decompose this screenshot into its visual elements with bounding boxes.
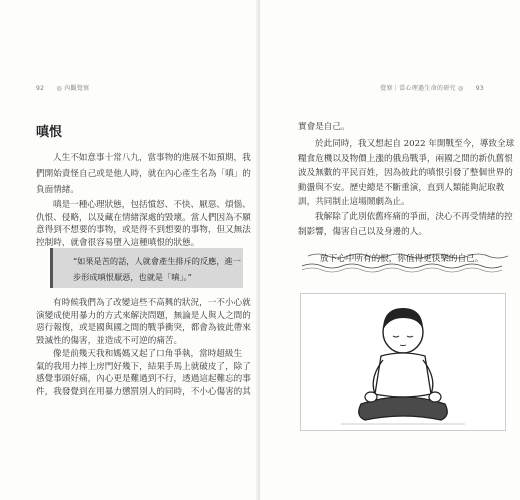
caption-text: 放下心中所有的恨，你值得更快樂的自己。: [320, 254, 484, 264]
quote-box: [50, 248, 243, 288]
text-line: 人生不如意事十常八九，當事物的進展不如預期，我: [53, 153, 251, 163]
text-line: 波及無數的平民百姓，因為彼此的嗔恨引發了整個世界的: [298, 168, 513, 179]
meditating-person-icon: [301, 294, 505, 430]
text-line: 意得到不想要的事物，或是得不到想要的事物，但又無法: [36, 225, 251, 235]
text-line: 嗔是一種心理狀態，包括憤怒、不快、厭惡、煩惱、: [53, 200, 251, 210]
paragraph: [36, 297, 251, 347]
text-line: 我解除了此別依舊疼痛的爭面，決心不再受情緒的控: [315, 212, 513, 222]
text-line: 有時候我們為了改變這些不高興的狀況，一不小心就: [53, 298, 251, 308]
text-line: 毀滅性的傷害，並造成不可逆的痛苦。: [36, 335, 183, 346]
quote-line: “如果是苦的話，人就會產生排斥的反應，進一: [73, 256, 241, 266]
text-line: 實會是自己。: [298, 122, 350, 132]
text-line: 們開始責怪自己或是他人時，就在內心產生名為「嗔」的: [36, 169, 251, 180]
section-title: 嗔恨: [36, 125, 63, 140]
paragraph: [298, 210, 513, 239]
meditation-illustration: [300, 293, 506, 431]
paragraph: [298, 137, 515, 210]
text-line: 件，我發覺到在用暴力懲罰別人的同時，不小心傷害的其: [36, 386, 251, 397]
text-line: 負面情緒。: [36, 185, 79, 196]
text-line: 仇恨、侵略，以及藏在情緒深處的毀壞。當人們因為不願: [36, 212, 251, 223]
right-running-header: [380, 83, 484, 92]
left-running-header: [36, 83, 89, 92]
text-line: 糧食危機以及物價上漲的俄烏戰爭，兩國之間的新仇舊恨: [298, 153, 513, 164]
left-page-number: 92: [36, 85, 45, 92]
text-line: 制影響，傷害自己以及身邊的人。: [298, 226, 427, 237]
right-running-head: 覺察｜當心理過生命的研究 ◎: [380, 85, 464, 92]
text-line: 控制時，就會很容易墮入這種嗔恨的狀態。: [36, 237, 200, 248]
right-page-number: 93: [475, 85, 484, 92]
text-line: 感覺事頭好痛，內心更是難過到不行，透過這起難忘的事: [36, 374, 251, 385]
text-line: 於此同時，我又想起自 2022 年開戰至今，導致全球: [315, 139, 515, 149]
text-line: 惡行報復，或是國與國之間的戰爭衝突，都會為彼此帶來: [36, 323, 251, 334]
paragraph: [36, 348, 251, 398]
text-line: 動盪與不安。歷史總是不斷重演，直到人類能夠記取教: [298, 182, 505, 193]
text-line: 氣的我用力摔上房門好幾下，結果手馬上就破皮了，除了: [36, 361, 251, 372]
text-line: 訓，共同制止這場鬧劇為止。: [298, 197, 410, 208]
scribble-decoration-bottom: [300, 262, 505, 274]
text-line: 演變成使用暴力的方式來解決問題，無論是人與人之間的: [36, 310, 251, 321]
paragraph: [36, 199, 251, 249]
left-running-head: ◎ 內觀覺察: [56, 85, 90, 92]
paragraph: [36, 150, 251, 199]
paragraph: [298, 119, 502, 135]
quote-line: 步形成嗔恨厭惡，也就是「嗔」。”: [73, 272, 192, 282]
text-line: 像是前幾天我和媽媽又起了口角爭執，當時超級生: [53, 349, 243, 359]
